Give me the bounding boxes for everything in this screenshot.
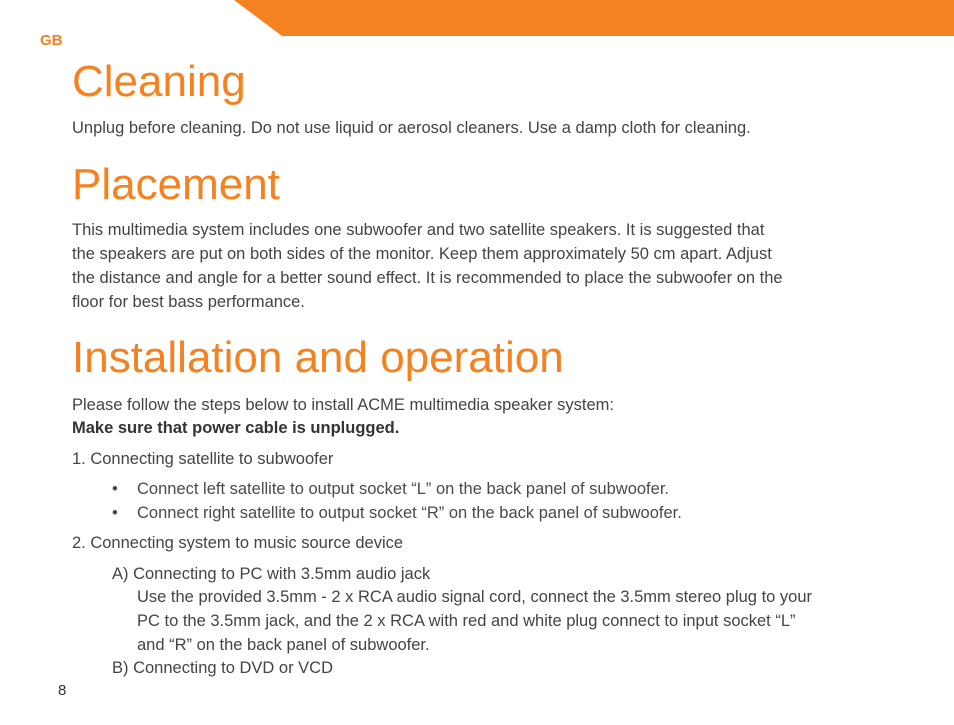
step2-a-text: [137, 585, 922, 657]
page-number: 8: [58, 682, 67, 699]
installation-warning: Make sure that power cable is unplugged.: [72, 419, 400, 437]
step2-a-line: PC to the 3.5mm jack, and the 2 x RCA with red and white plug connect to input socket “L”: [137, 612, 796, 630]
placement-line: the distance and angle for a better sound effect. It is recommended to place the subwoofer on the: [72, 269, 783, 287]
placement-text: [72, 218, 912, 314]
placement-line: This multimedia system includes one subwoofer and two satellite speakers. It is suggested that: [72, 221, 765, 239]
placement-title: Placement: [72, 160, 280, 209]
installation-intro: Please follow the steps below to install ACME multimedia speaker system:: [72, 396, 614, 414]
step2-a-label: A) Connecting to PC with 3.5mm audio jack: [112, 565, 431, 583]
step2-label: 2. Connecting system to music source device: [72, 534, 404, 552]
step1-bullet-list: [112, 477, 682, 525]
cleaning-title: Cleaning: [72, 57, 246, 106]
bullet-icon: •: [112, 480, 118, 498]
cleaning-text: Unplug before cleaning. Do not use liquid or aerosol cleaners. Use a damp cloth for cleaning.: [72, 119, 751, 137]
list-item-text: Connect left satellite to output socket “L” on the back panel of subwoofer.: [137, 480, 669, 498]
language-label: GB: [40, 32, 63, 49]
placement-line: floor for best bass performance.: [72, 293, 305, 311]
step2-a-line: Use the provided 3.5mm - 2 x RCA audio signal cord, connect the 3.5mm stereo plug to your: [137, 588, 813, 606]
step2-b-label: B) Connecting to DVD or VCD: [112, 659, 334, 677]
placement-line: the speakers are put on both sides of the monitor. Keep them approximately 50 cm apart. Adjust: [72, 245, 772, 263]
bullet-icon: •: [112, 504, 118, 522]
header-accent-bar: [234, 0, 954, 36]
step1-label: 1. Connecting satellite to subwoofer: [72, 450, 334, 468]
list-item-text: Connect right satellite to output socket “R” on the back panel of subwoofer.: [137, 504, 682, 522]
list-item: [112, 477, 682, 501]
step2-a-line: and “R” on the back panel of subwoofer.: [137, 636, 430, 654]
installation-title: Installation and operation: [72, 333, 564, 382]
list-item: [112, 501, 682, 525]
